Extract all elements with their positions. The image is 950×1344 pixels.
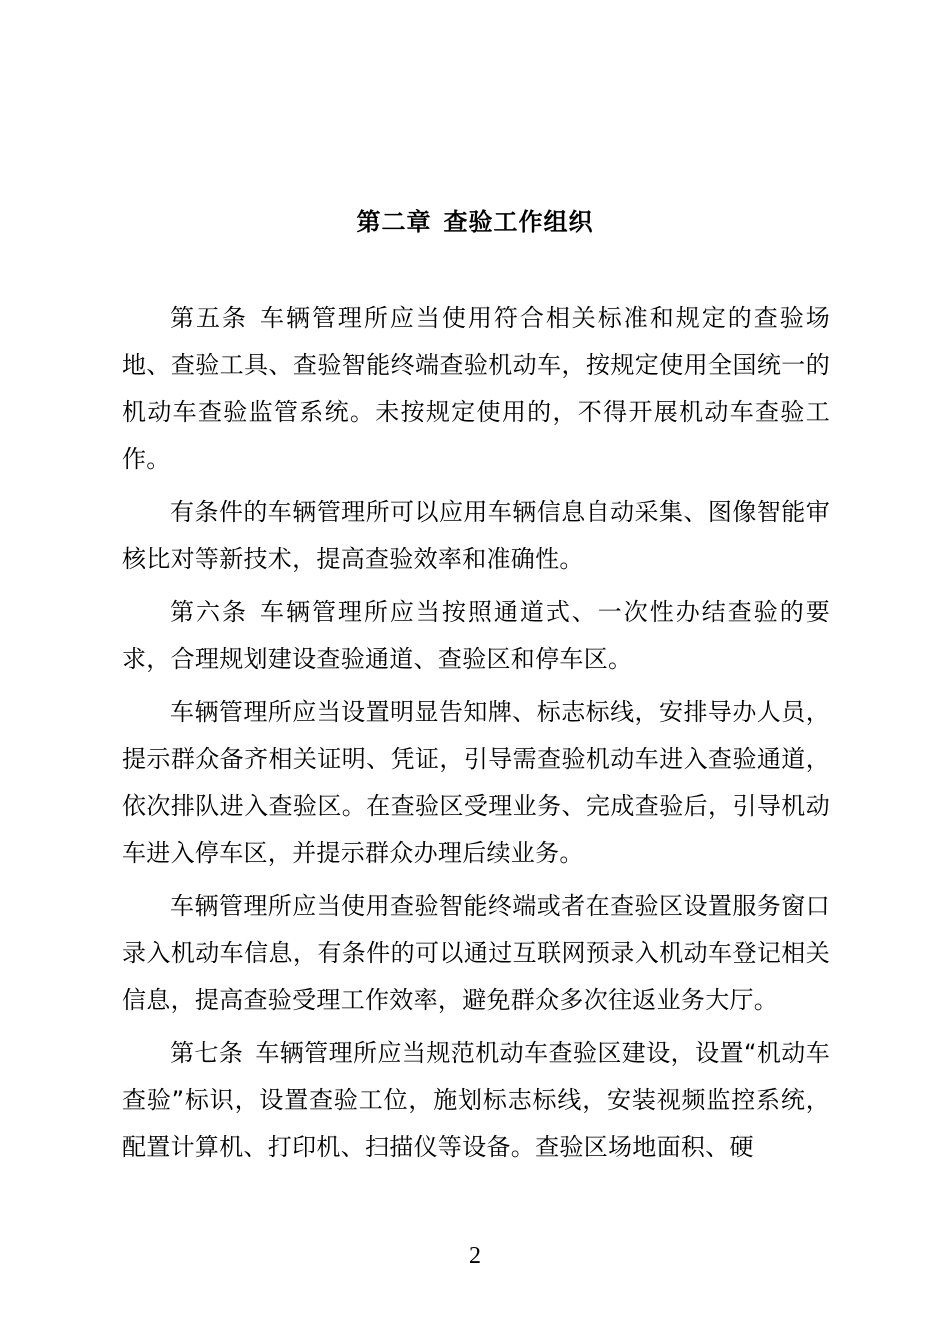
article-number: 第六条 bbox=[170, 598, 248, 626]
paragraph-text: 车辆管理所应当使用查验智能终端或者在查验区设置服务窗口录入机动车信息，有条件的可以通过互联网预录入机动车登记相关信息，提高查验受理工作效率，避免群众多次往返业务大厅。 bbox=[122, 892, 830, 1014]
paragraph-article-7 bbox=[122, 1030, 830, 1171]
paragraph-article-5-part-2 bbox=[122, 489, 830, 583]
paragraph-article-6 bbox=[122, 589, 830, 683]
chapter-number: 第二章 bbox=[356, 208, 432, 236]
article-number: 第七条 bbox=[170, 1039, 244, 1067]
body-text bbox=[122, 295, 830, 1171]
page-number: 2 bbox=[469, 1243, 481, 1269]
paragraph-article-6-part-2 bbox=[122, 689, 830, 877]
chapter-title bbox=[0, 198, 950, 246]
chapter-name: 查验工作组织 bbox=[443, 208, 594, 236]
paragraph-text: 有条件的车辆管理所可以应用车辆信息自动采集、图像智能审核比对等新技术，提高查验效率和准确性。 bbox=[122, 498, 830, 573]
paragraph-text: 车辆管理所应当使用符合相关标准和规定的查验场地、查验工具、查验智能终端查验机动车，按规定使用全国统一的机动车查验监管系统。未按规定使用的，不得开展机动车查验工作。 bbox=[122, 304, 830, 473]
paragraph-article-6-part-3 bbox=[122, 883, 830, 1024]
paragraph-text: 车辆管理所应当设置明显告知牌、标志标线，安排导办人员，提示群众备齐相关证明、凭证，引导需查验机动车进入查验通道，依次排队进入查验区。在查验区受理业务、完成查验后，引导机动车进入停车区，并提示群众办理后续业务。 bbox=[122, 698, 830, 867]
paragraph-text: 车辆管理所应当按照通道式、一次性办结查验的要求，合理规划建设查验通道、查验区和停车区。 bbox=[122, 598, 830, 673]
paragraph-text: 车辆管理所应当规范机动车查验区建设，设置“机动车查验”标识，设置查验工位，施划标志标线，安装视频监控系统，配置计算机、打印机、扫描仪等设备。查验区场地面积、硬 bbox=[122, 1039, 830, 1161]
paragraph-article-5 bbox=[122, 295, 830, 483]
article-number: 第五条 bbox=[170, 304, 248, 332]
